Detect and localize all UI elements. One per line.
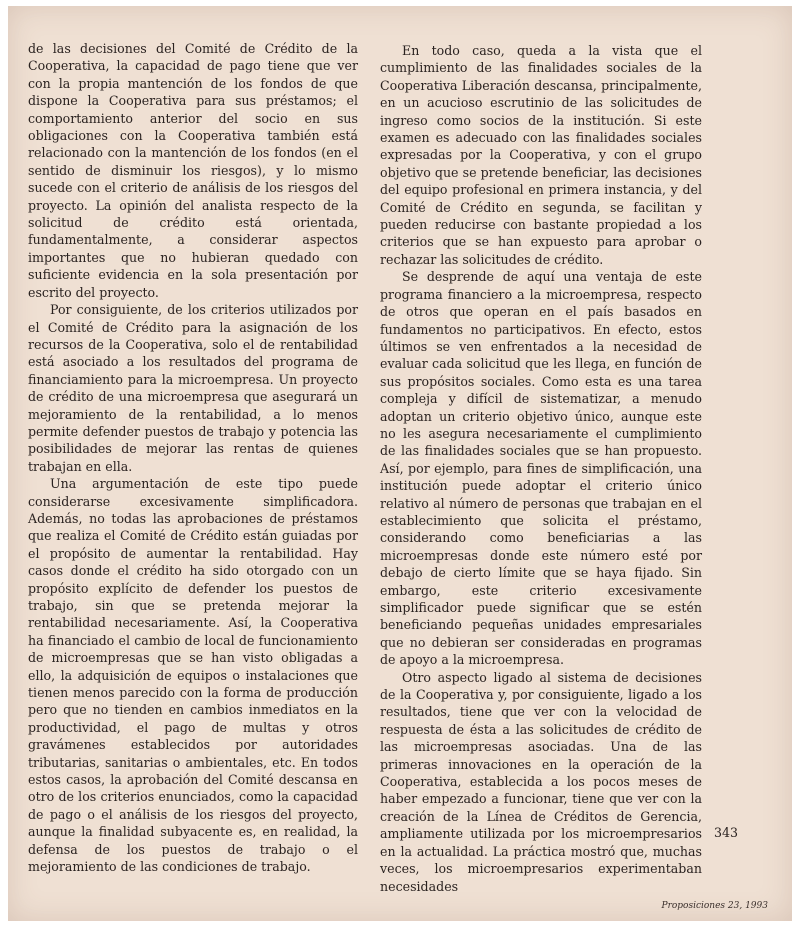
page-number: 343 — [714, 825, 739, 840]
book-page — [8, 6, 792, 921]
paragraph: de las decisiones del Comité de Crédito de la Cooperativa, la capacidad de pago tiene que ver con la propia mantención de los fondos de que dispone la Cooperativa para sus préstamos; el comportamiento anterior del socio en sus obligaciones con la Cooperativa también está relacionado con la mantención de los fondos (en el sentido de disminuir los riesgos), y lo mismo sucede con el criterio de análisis de los riesgos del proyecto. La opinión del analista respecto de la solicitud de crédito está orientada, fundamentalmente, a considerar aspectos importantes que no hubieran quedado con suficiente evidencia en la sola presentación por escrito del proyecto. — [28, 41, 358, 300]
journal-footer: Proposiciones 23, 1993 — [661, 901, 768, 911]
paragraph: Otro aspecto ligado al sistema de decisiones de la Cooperativa y, por consiguiente, ligado a los resultados, tiene que ver con la velocidad de respuesta de ésta a las solicitudes de crédito de las microempresas asociadas. Una de las primeras innovaciones en la operación de la Cooperativa, establecida a los pocos meses de haber empezado a funcionar, tiene que ver con la creación de la Línea de Créditos de Gerencia, ampliamente utilizada por los microempresarios en la actualidad. La práctica mostró que, muchas veces, los microempresarios experimentaban necesidades — [380, 669, 702, 894]
paragraph: Por consiguiente, de los criterios utilizados por el Comité de Crédito para la asignación de los recursos de la Cooperativa, solo el de rentabilidad está asociado a los resultados del programa de financiamiento para la microempresa. Un proyecto de crédito de una microempresa que asegurará un mejoramiento de la rentabilidad, a lo menos permite defender puestos de trabajo y potencia las posibilidades de mejorar las rentas de quienes trabajan en ella. — [28, 302, 358, 474]
right-text-column — [380, 42, 702, 895]
paragraph: En todo caso, queda a la vista que el cumplimiento de las finalidades sociales de la Cooperativa Liberación descansa, principalmente, en un acucioso escrutinio de las solicitudes de ingreso como socios de la institución. Si este examen es adecuado con las finalidades sociales expresadas por la Cooperativa, y con el grupo objetivo que se pretende beneficiar, las decisiones del equipo profesional en primera instancia, y del Comité de Crédito en segunda, se facilitan y pueden reducirse con bastante propiedad a los criterios que se han expuesto para aprobar o rechazar las solicitudes de crédito. — [380, 43, 702, 267]
left-text-column — [28, 40, 358, 876]
paragraph: Una argumentación de este tipo puede considerarse excesivamente simplificadora. Además, no todas las aprobaciones de préstamos que realiza el Comité de Crédito están guiadas por el propósito de aumentar la rentabilidad. Hay casos donde el crédito ha sido otorgado con un propósito explícito de defender los puestos de trabajo, sin que se pretenda mejorar la rentabilidad necesariamente. Así, la Cooperativa ha financiado el cambio de local de funcionamiento de microempresas que se han visto obligadas a ello, la adquisición de equipos o instalaciones que tienen menos parecido con la forma de producción pero que no tienden en cambios inmediatos en la productividad, el pago de multas y otros gravámenes establecidos por autoridades tributarias, sanitarias o ambientales, etc. En todos estos casos, la aprobación del Comité descansa en otro de los criterios enunciados, como la capacidad de pago o el análisis de los riesgos del proyecto, aunque la finalidad subyacente es, en realidad, la defensa de los puestos de trabajo o el mejoramiento de las condiciones de trabajo. — [28, 476, 358, 875]
paragraph: Se desprende de aquí una ventaja de este programa financiero a la microempresa, respecto de otros que operan en el país basados en fundamentos no participativos. En efecto, estos últimos se ven enfrentados a la necesidad de evaluar cada solicitud que les llega, en función de sus propósitos sociales. Como esta es una tarea compleja y difícil de sistematizar, a menudo adoptan un criterio objetivo único, aunque este no les asegura necesariamente el cumplimiento de las finalidades sociales que se han propuesto. Así, por ejemplo, para fines de simplificación, una institución puede adoptar el criterio único relativo al número de personas que trabajan en el establecimiento que solicita el préstamo, considerando como beneficiarias a las microempresas donde este número esté por debajo de cierto límite que se haya fijado. Sin embargo, este criterio excesivamente simplificador puede significar que se estén beneficiando pequeñas unidades empresariales que no debieran ser consideradas en programas de apoyo a la microempresa. — [380, 269, 702, 668]
